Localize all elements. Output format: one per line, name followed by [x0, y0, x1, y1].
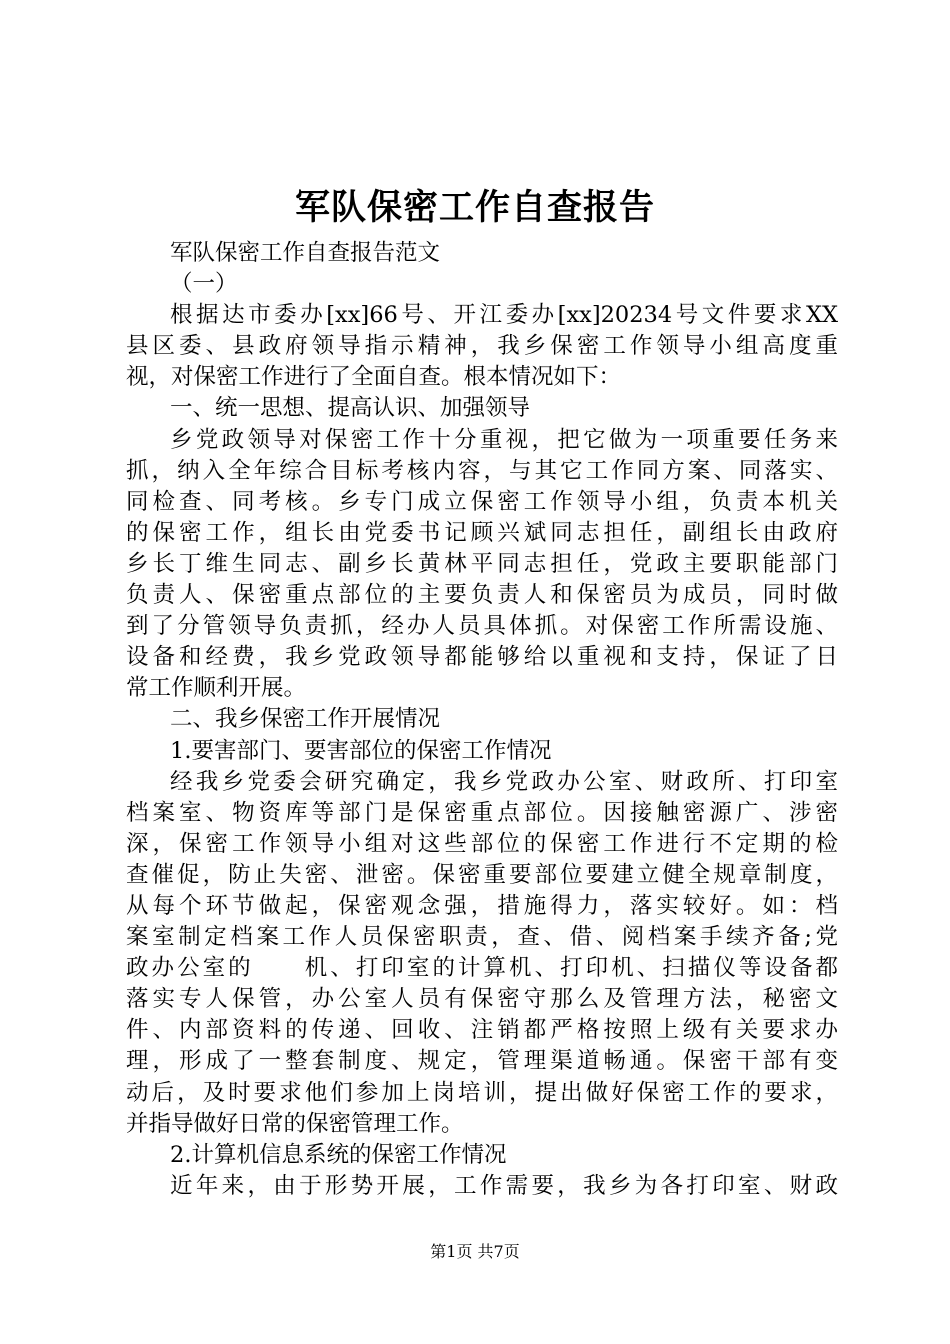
text-line: 根据达市委办[xx]66号、开江委办[xx]20234号文件要求XX: [170, 302, 838, 329]
text-line: 深，保密工作领导小组对这些部位的保密工作进行不定期的检: [126, 830, 838, 857]
text-line: 政办公室的 机、打印室的计算机、打印机、扫描仪等设备都: [126, 955, 838, 982]
text-line: 并指导做好日常的保密管理工作。: [126, 1110, 464, 1137]
text-line: 经我乡党委会研究确定，我乡党政办公室、财政所、打印室: [170, 768, 838, 795]
text-line: 档案室、物资库等部门是保密重点部位。因接触密源广、涉密: [126, 799, 838, 826]
text-line: 的保密工作，组长由党委书记顾兴斌同志担任，副组长由政府: [126, 519, 838, 546]
text-line: 设备和经费，我乡党政领导都能够给以重视和支持，保证了日: [126, 644, 838, 671]
text-line: 到了分管领导负责抓，经办人员具体抓。对保密工作所需设施、: [126, 613, 838, 640]
text-line: 乡长丁维生同志、副乡长黄林平同志担任，党政主要职能部门: [126, 550, 838, 577]
text-line: 1.要害部门、要害部位的保密工作情况: [170, 737, 552, 764]
text-line: 案室制定档案工作人员保密职责，查、借、阅档案手续齐备;党: [126, 924, 838, 951]
text-line: 视，对保密工作进行了全面自查。根本情况如下：: [126, 364, 622, 391]
text-line: 查催促，防止失密、泄密。保密重要部位要建立健全规章制度，: [126, 861, 838, 888]
document-body: [126, 238, 838, 1202]
text-line: 常工作顺利开展。: [126, 675, 307, 702]
text-line: 动后，及时要求他们参加上岗培训，提出做好保密工作的要求，: [126, 1079, 838, 1106]
text-line: 负责人、保密重点部位的主要负责人和保密员为成员，同时做: [126, 582, 838, 609]
text-line: 理，形成了一整套制度、规定，管理渠道畅通。保密干部有变: [126, 1048, 838, 1075]
text-line: 2.计算机信息系统的保密工作情况: [170, 1141, 507, 1168]
text-line: 县区委、县政府领导指示精神，我乡保密工作领导小组高度重: [126, 333, 838, 360]
text-line: 落实专人保管，办公室人员有保密守那么及管理方法，秘密文: [126, 986, 838, 1013]
text-line: 同检查、同考核。乡专门成立保密工作领导小组，负责本机关: [126, 488, 838, 515]
text-line: 二、我乡保密工作开展情况: [170, 706, 441, 733]
text-line: 从每个环节做起，保密观念强，措施得力，落实较好。如：档: [126, 892, 838, 919]
text-line: 抓，纳入全年综合目标考核内容，与其它工作同方案、同落实、: [126, 457, 838, 484]
text-line: 军队保密工作自查报告范文: [170, 240, 441, 266]
document-title: 军队保密工作自查报告: [294, 187, 655, 228]
text-line: （一）: [170, 271, 238, 298]
text-line: 乡党政领导对保密工作十分重视，把它做为一项重要任务来: [170, 426, 838, 453]
text-line: 件、内部资料的传递、回收、注销都严格按照上级有关要求办: [126, 1017, 838, 1044]
text-line: 近年来，由于形势开展，工作需要，我乡为各打印室、财政: [170, 1172, 838, 1199]
page-footer: 第1页 共7页: [430, 1242, 520, 1261]
text-line: 一、统一思想、提高认识、加强领导: [170, 395, 531, 422]
